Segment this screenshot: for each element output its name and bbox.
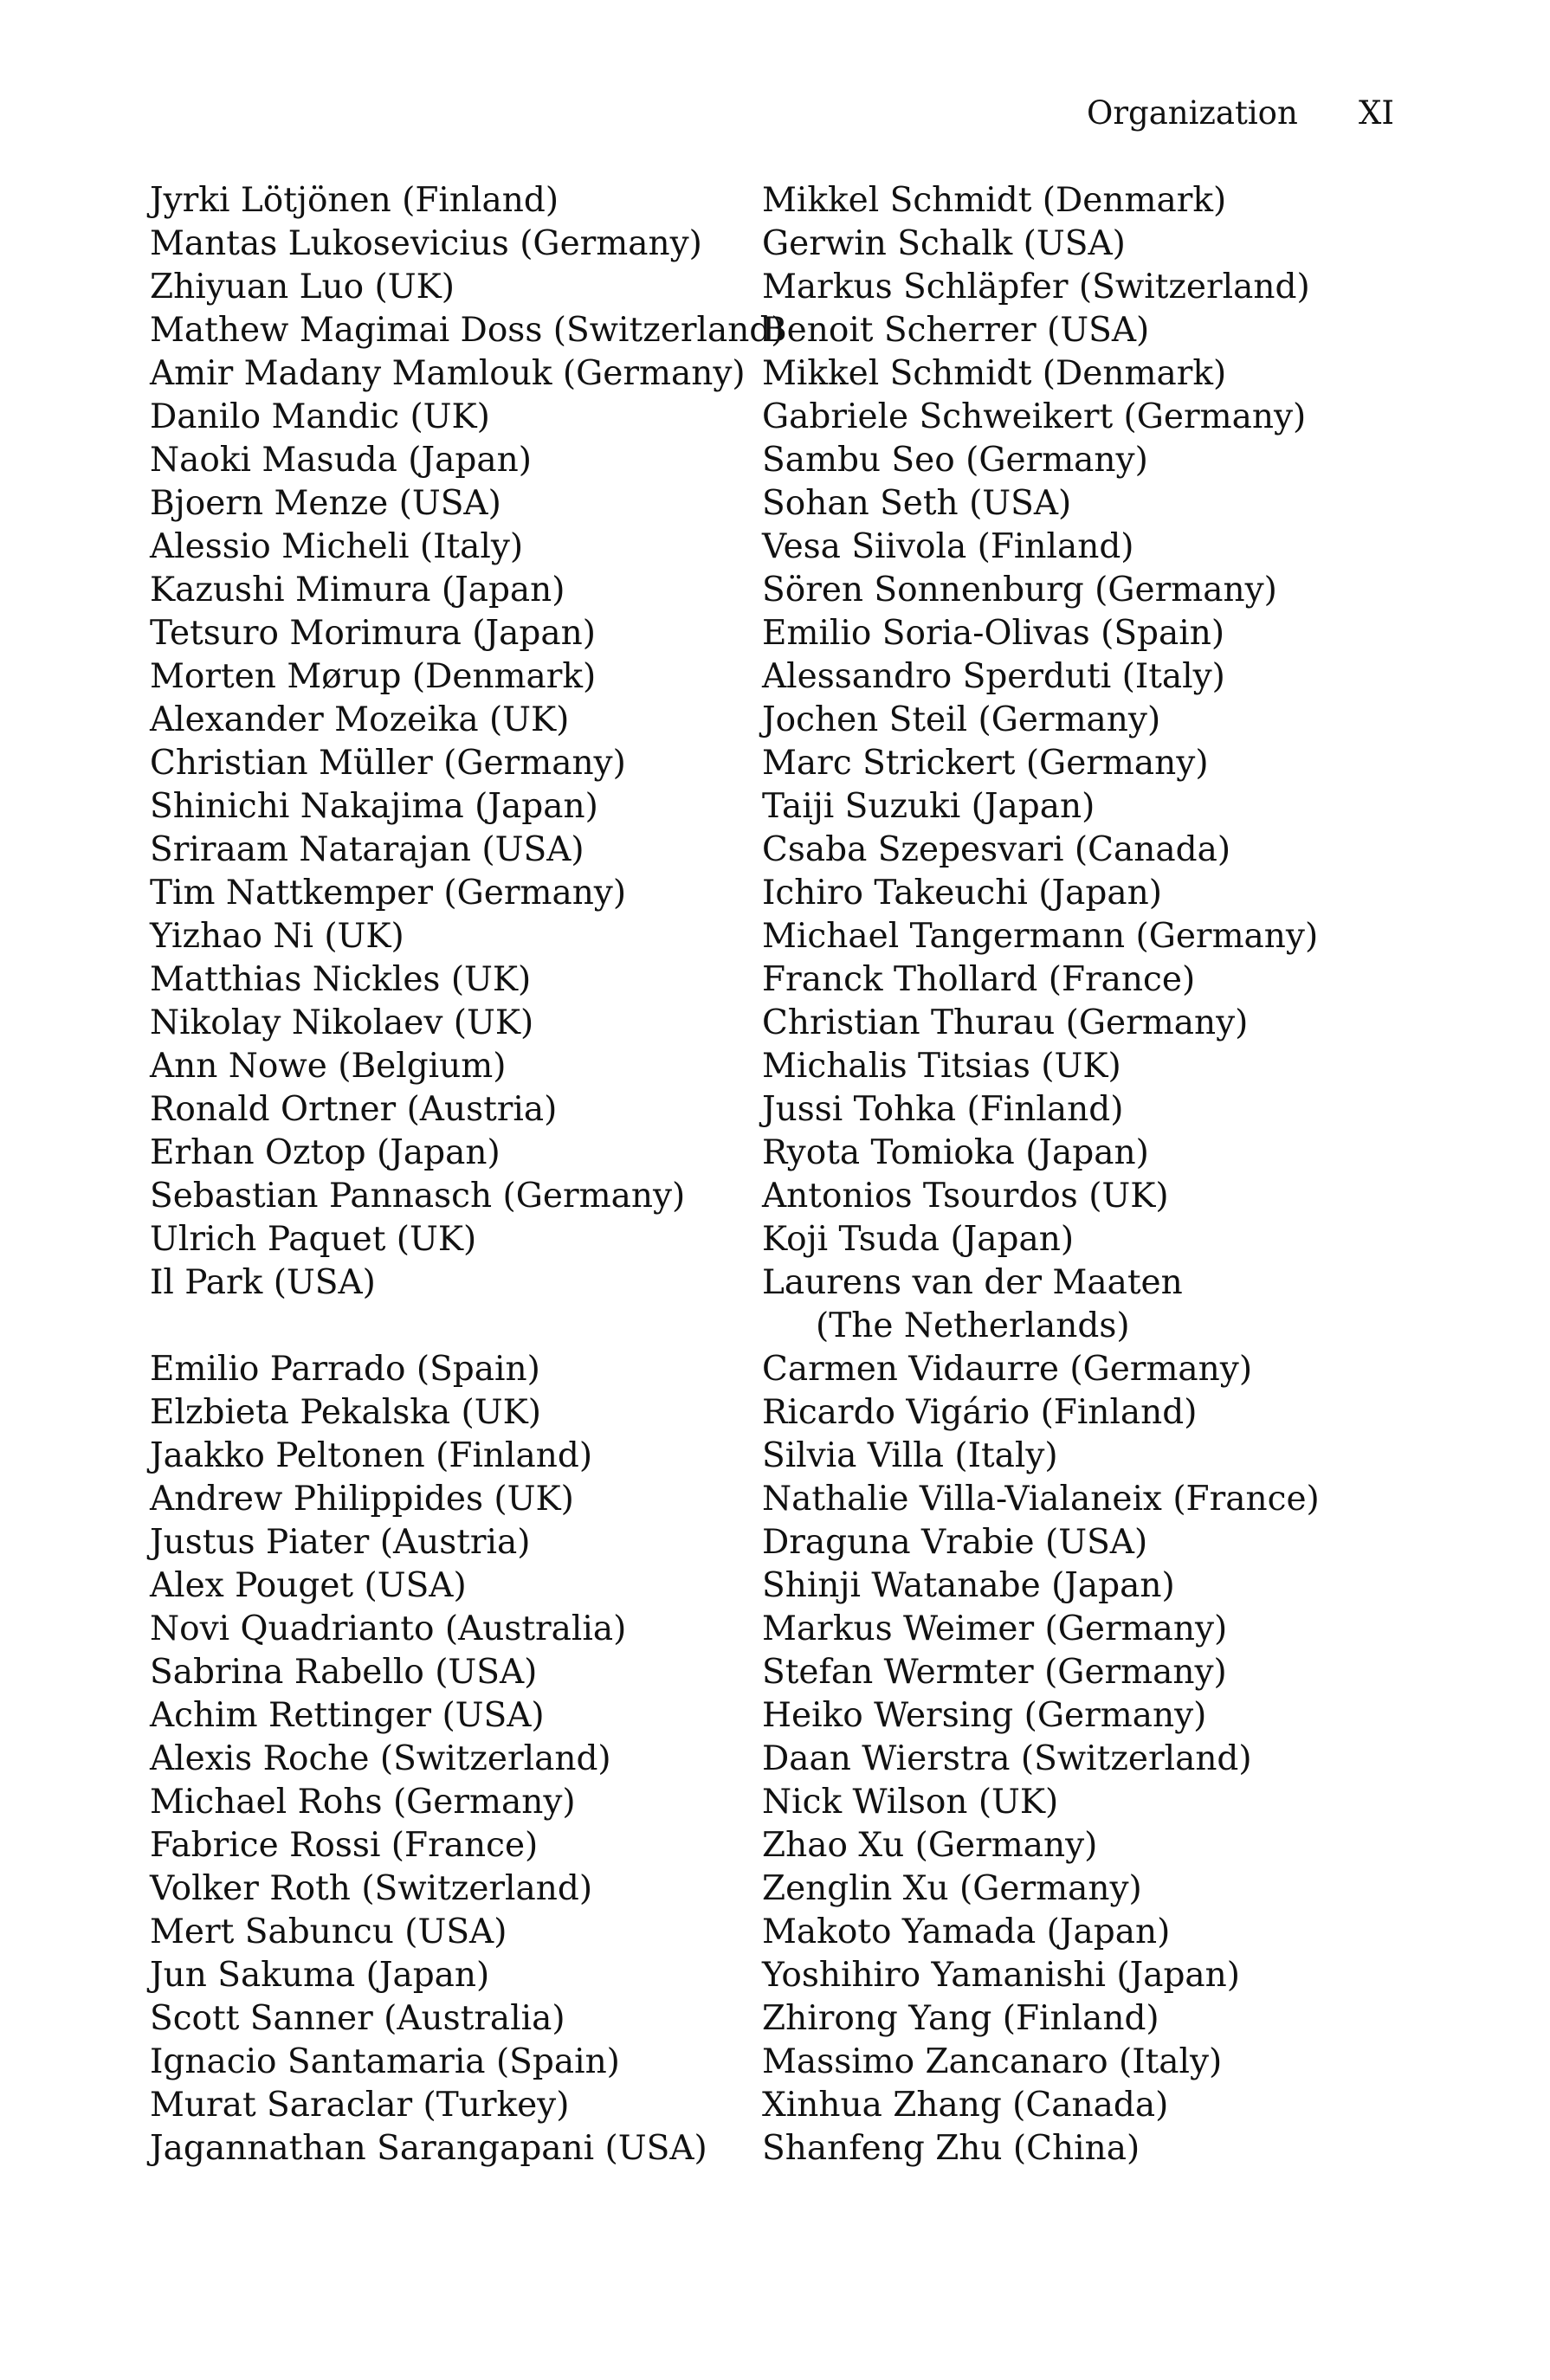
list-item: Ulrich Paquet (UK) <box>150 1220 477 1259</box>
list-item: Ichiro Takeuchi (Japan) <box>762 874 1162 913</box>
list-item: Danilo Mandic (UK) <box>150 397 490 436</box>
list-item: Alexander Mozeika (UK) <box>150 700 570 739</box>
list-item: Ignacio Santamaria (Spain) <box>150 2042 620 2081</box>
list-item: Bjoern Menze (USA) <box>150 484 501 523</box>
list-item: Sambu Seo (Germany) <box>762 441 1148 480</box>
list-item: Alessandro Sperduti (Italy) <box>762 657 1225 696</box>
list-item: Volker Roth (Switzerland) <box>150 1869 593 1908</box>
list-item: Scott Sanner (Australia) <box>150 1999 565 2038</box>
list-item: Nikolay Nikolaev (UK) <box>150 1003 534 1042</box>
list-item: Naoki Masuda (Japan) <box>150 441 532 480</box>
list-item: Alex Pouget (USA) <box>150 1566 467 1605</box>
list-item: Markus Weimer (Germany) <box>762 1609 1228 1648</box>
right-column <box>762 179 1320 2170</box>
list-item: Emilio Soria-Olivas (Spain) <box>762 614 1225 653</box>
list-item: Mikkel Schmidt (Denmark) <box>762 354 1227 393</box>
list-item: Michael Tangermann (Germany) <box>762 917 1319 956</box>
list-item: Antonios Tsourdos (UK) <box>762 1177 1169 1216</box>
list-item: Murat Saraclar (Turkey) <box>150 2086 570 2125</box>
list-item: Draguna Vrabie (USA) <box>762 1523 1148 1562</box>
list-item: Gerwin Schalk (USA) <box>762 224 1126 263</box>
list-item: Mikkel Schmidt (Denmark) <box>762 181 1227 220</box>
list-item: Michalis Titsias (UK) <box>762 1047 1121 1086</box>
list-item: Elzbieta Pekalska (UK) <box>150 1393 541 1432</box>
list-item: Michael Rohs (Germany) <box>150 1783 576 1822</box>
list-item: Emilio Parrado (Spain) <box>150 1350 540 1389</box>
list-item: Tim Nattkemper (Germany) <box>150 874 627 913</box>
list-item: Markus Schläpfer (Switzerland) <box>762 268 1310 306</box>
list-item: Sören Sonnenburg (Germany) <box>762 571 1277 610</box>
list-item: Il Park (USA) <box>150 1263 376 1302</box>
list-item-continuation: (The Netherlands) <box>816 1306 1130 1345</box>
list-item: Nick Wilson (UK) <box>762 1783 1059 1822</box>
list-item: Yoshihiro Yamanishi (Japan) <box>762 1956 1240 1995</box>
list-item: Erhan Oztop (Japan) <box>150 1133 501 1172</box>
list-item: Nathalie Villa-Vialaneix (France) <box>762 1480 1320 1519</box>
list-item: Sohan Seth (USA) <box>762 484 1072 523</box>
list-item: Sriraam Natarajan (USA) <box>150 830 584 869</box>
list-item: Xinhua Zhang (Canada) <box>762 2086 1169 2125</box>
list-item: Daan Wierstra (Switzerland) <box>762 1739 1252 1778</box>
list-item: Benoit Scherrer (USA) <box>762 311 1150 350</box>
list-item: Christian Müller (Germany) <box>150 744 626 783</box>
left-column <box>150 179 785 2170</box>
list-item: Sabrina Rabello (USA) <box>150 1653 538 1692</box>
list-item: Zhao Xu (Germany) <box>762 1826 1098 1865</box>
list-item: Koji Tsuda (Japan) <box>762 1220 1075 1259</box>
list-item: Fabrice Rossi (France) <box>150 1826 539 1865</box>
list-item: Marc Strickert (Germany) <box>762 744 1209 783</box>
list-item: Stefan Wermter (Germany) <box>762 1653 1227 1692</box>
list-item: Vesa Siivola (Finland) <box>762 527 1134 566</box>
list-item: Alexis Roche (Switzerland) <box>150 1739 611 1778</box>
list-item: Yizhao Ni (UK) <box>150 917 404 956</box>
list-item: Jun Sakuma (Japan) <box>150 1956 490 1995</box>
list-item: Matthias Nickles (UK) <box>150 960 532 999</box>
list-item: Jussi Tohka (Finland) <box>762 1090 1124 1129</box>
list-item: Sebastian Pannasch (Germany) <box>150 1177 686 1216</box>
list-item: Zhirong Yang (Finland) <box>762 1999 1159 2038</box>
list-item: Csaba Szepesvari (Canada) <box>762 830 1231 869</box>
list-item: Tetsuro Morimura (Japan) <box>150 614 596 653</box>
list-item: Franck Thollard (France) <box>762 960 1196 999</box>
list-item: Christian Thurau (Germany) <box>762 1003 1249 1042</box>
list-item: Massimo Zancanaro (Italy) <box>762 2042 1223 2081</box>
list-item: Gabriele Schweikert (Germany) <box>762 397 1307 436</box>
list-item: Mathew Magimai Doss (Switzerland) <box>150 311 785 350</box>
list-item: Taiji Suzuki (Japan) <box>762 787 1095 826</box>
list-item: Ronald Ortner (Austria) <box>150 1090 558 1129</box>
list-item: Shinji Watanabe (Japan) <box>762 1566 1175 1605</box>
list-item: Achim Rettinger (USA) <box>150 1696 545 1735</box>
list-item: Shanfeng Zhu (China) <box>762 2129 1140 2168</box>
list-item: Amir Madany Mamlouk (Germany) <box>150 354 746 393</box>
list-item: Makoto Yamada (Japan) <box>762 1912 1171 1951</box>
list-item: Carmen Vidaurre (Germany) <box>762 1350 1253 1389</box>
list-item: Jagannathan Sarangapani (USA) <box>150 2129 707 2168</box>
list-item: Andrew Philippides (UK) <box>150 1480 574 1519</box>
list-item: Ricardo Vigário (Finland) <box>762 1393 1198 1432</box>
list-item: Zhiyuan Luo (UK) <box>150 268 455 306</box>
running-head: Organization <box>1087 94 1298 132</box>
list-item: Ryota Tomioka (Japan) <box>762 1133 1149 1172</box>
list-item: Justus Piater (Austria) <box>150 1523 531 1562</box>
list-item: Silvia Villa (Italy) <box>762 1436 1058 1475</box>
list-item: Mantas Lukosevicius (Germany) <box>150 224 702 263</box>
list-item: Heiko Wersing (Germany) <box>762 1696 1207 1735</box>
list-item: Shinichi Nakajima (Japan) <box>150 787 598 826</box>
list-item: Novi Quadrianto (Australia) <box>150 1609 627 1648</box>
page-number: XI <box>1359 94 1394 132</box>
list-item: Laurens van der Maaten <box>762 1263 1183 1302</box>
group-spacer <box>150 1305 785 1348</box>
list-item: Alessio Micheli (Italy) <box>150 527 524 566</box>
list-item: Jaakko Peltonen (Finland) <box>150 1436 593 1475</box>
list-item: Ann Nowe (Belgium) <box>150 1047 507 1086</box>
list-item: Kazushi Mimura (Japan) <box>150 571 565 610</box>
list-item: Zenglin Xu (Germany) <box>762 1869 1142 1908</box>
list-item: Mert Sabuncu (USA) <box>150 1912 507 1951</box>
list-item: Morten Mørup (Denmark) <box>150 657 597 696</box>
list-item: Jochen Steil (Germany) <box>762 700 1161 739</box>
list-item: Jyrki Lötjönen (Finland) <box>150 181 559 220</box>
